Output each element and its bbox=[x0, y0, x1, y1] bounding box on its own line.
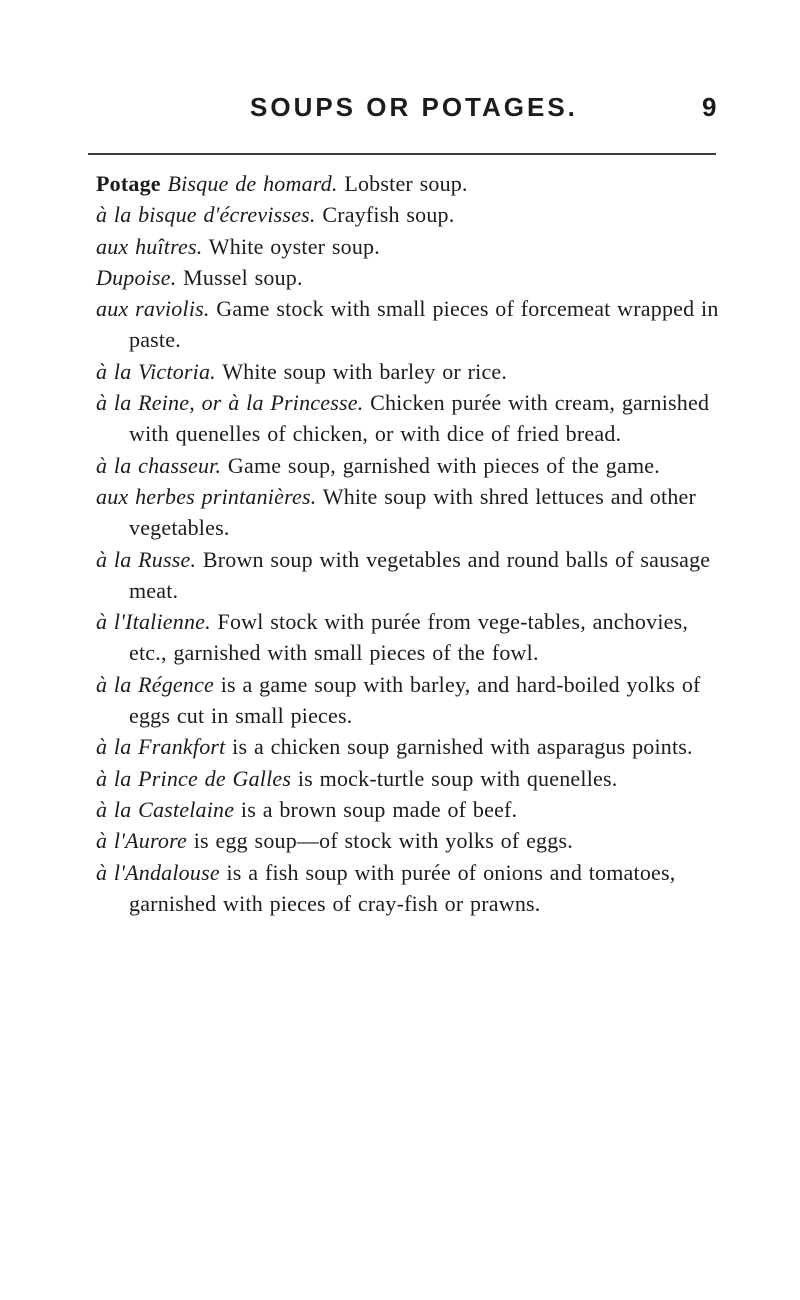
entry-term: à la Frankfort bbox=[96, 734, 226, 760]
list-item bbox=[96, 763, 726, 794]
list-item bbox=[96, 231, 726, 262]
entry-description: Chicken purée with cream, garnished with quenelles of chicken, or with dice of fried bread. bbox=[129, 390, 710, 447]
entry-term: à la Castelaine bbox=[96, 796, 235, 822]
entry-description: is a brown soup made of beef. bbox=[240, 796, 518, 822]
entry-description: Game stock with small pieces of forcemeat wrapped in paste. bbox=[129, 296, 719, 353]
entry-description: is mock-turtle soup with quenelles. bbox=[297, 765, 618, 791]
entry-description: Brown soup with vegetables and round balls of sausage meat. bbox=[129, 546, 711, 603]
entry-term: à l'Aurore bbox=[96, 828, 188, 854]
entry-term: à la bisque d'écrevisses. bbox=[96, 202, 316, 228]
entry-term: à la Prince de Galles bbox=[96, 765, 292, 791]
entry-description: is a chicken soup garnished with asparagus points. bbox=[232, 734, 693, 760]
entry-term: à la Victoria. bbox=[96, 358, 216, 384]
list-item bbox=[96, 450, 726, 481]
entry-term: Dupoise. bbox=[96, 264, 177, 290]
entry-description: White soup with barley or rice. bbox=[222, 358, 508, 384]
entry-term: à la chasseur. bbox=[96, 452, 222, 478]
entry-description: Game soup, garnished with pieces of the game. bbox=[227, 452, 660, 478]
entry-description: Lobster soup. bbox=[344, 171, 468, 196]
list-item bbox=[96, 606, 726, 669]
header-rule bbox=[88, 153, 716, 155]
entry-term: aux raviolis. bbox=[96, 296, 210, 322]
soup-list bbox=[96, 168, 726, 919]
entry-description: Fowl stock with purée from vege-tables, anchovies, etc., garnished with small pieces of the fowl. bbox=[129, 609, 689, 666]
running-head bbox=[0, 92, 800, 132]
list-item bbox=[96, 731, 726, 762]
entry-description: is egg soup—of stock with yolks of eggs. bbox=[193, 828, 573, 854]
entry-description: White oyster soup. bbox=[208, 233, 380, 259]
entry-description: Crayfish soup. bbox=[322, 202, 455, 228]
entry-term: aux huîtres. bbox=[96, 233, 203, 259]
list-item bbox=[96, 794, 726, 825]
entry-prefix: Potage bbox=[96, 171, 161, 196]
list-item bbox=[96, 199, 726, 230]
entry-term: à la Régence bbox=[96, 671, 215, 697]
list-item bbox=[96, 262, 726, 293]
list-item bbox=[96, 481, 726, 544]
entry-description: White soup with shred lettuces and other vegetables. bbox=[129, 483, 697, 541]
list-item bbox=[96, 168, 726, 199]
list-item bbox=[96, 857, 726, 920]
entry-term: Bisque de homard. bbox=[167, 171, 338, 196]
list-item bbox=[96, 293, 726, 356]
entry-description: is a fish soup with purée of onions and tomatoes, garnished with pieces of cray-fish or prawns. bbox=[129, 859, 676, 916]
entry-term: à l'Italienne. bbox=[96, 609, 211, 635]
list-item bbox=[96, 669, 726, 732]
list-item bbox=[96, 387, 726, 450]
entry-term: à la Russe. bbox=[96, 546, 197, 572]
entry-term: aux herbes printanières. bbox=[96, 483, 317, 509]
page-title: SOUPS OR POTAGES. bbox=[250, 92, 578, 122]
page-number: 9 bbox=[702, 92, 717, 122]
list-item bbox=[96, 825, 726, 856]
list-item bbox=[96, 356, 726, 387]
entry-description: Mussel soup. bbox=[183, 264, 303, 290]
entry-description: is a game soup with barley, and hard-boiled yolks of eggs cut in small pieces. bbox=[129, 671, 701, 729]
entry-term: à l'Andalouse bbox=[96, 859, 220, 885]
list-item bbox=[96, 544, 726, 607]
entry-term: à la Reine, or à la Princesse. bbox=[96, 390, 364, 416]
